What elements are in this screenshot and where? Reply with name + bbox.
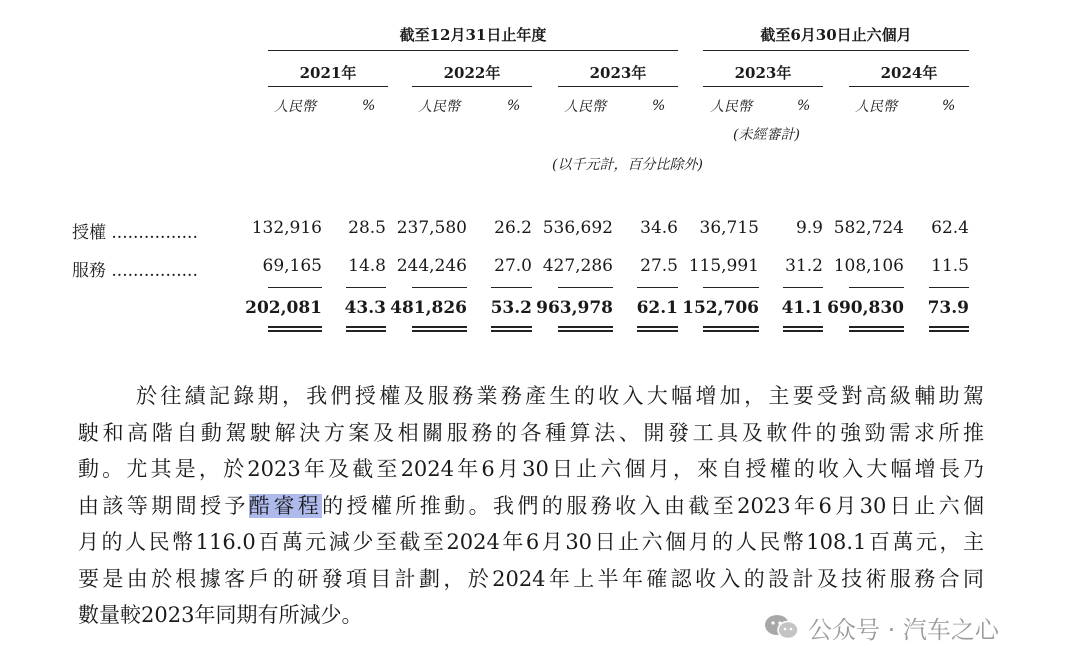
- para-line: 要是由於根據客戶的研發項目計劃，於2024年上半年確認收入的設計及技術服務合同: [78, 566, 984, 591]
- total-cell: 73.9: [927, 298, 969, 318]
- table-cell: 36,715: [699, 218, 759, 238]
- watermark: [764, 612, 999, 642]
- table-cell: 69,165: [262, 256, 322, 276]
- total-double-rule: [268, 326, 322, 332]
- table-cell: 31.2: [785, 256, 823, 276]
- watermark-text: 公众号 · 汽车之心: [808, 615, 999, 644]
- total-cell: 152,706: [682, 298, 759, 318]
- year-rule-2021: [268, 86, 388, 87]
- table-cell: 132,916: [251, 218, 322, 238]
- para-text: 的授權所推動。我們的服務收入由截至2023年6月30日止六個: [322, 493, 985, 518]
- para-line: 月的人民幣116.0百萬元減少至截至2024年6月30日止六個月的人民幣108.1百萬元，主: [78, 530, 984, 554]
- year-label-2024-h1: 2024年: [880, 64, 938, 82]
- table-cell: 62.4: [931, 218, 969, 238]
- total-double-rule: [637, 326, 678, 332]
- total-double-rule: [491, 326, 532, 332]
- table-cell: 536,692: [542, 218, 613, 238]
- subtotal-rule: [783, 287, 823, 288]
- table-cell: 244,246: [396, 256, 467, 276]
- para-line: [78, 488, 984, 525]
- body-paragraph: [78, 378, 984, 634]
- para-line: 於往績記錄期，我們授權及服務業務產生的收入大幅增加，主要受對高級輔助駕: [136, 384, 984, 408]
- unit-rmb-2021: 人民幣: [274, 99, 316, 115]
- table-cell: 11.5: [931, 256, 969, 276]
- total-cell: 963,978: [536, 298, 613, 318]
- unit-rmb-2024-h1: 人民幣: [855, 99, 897, 115]
- table-cell: 28.5: [348, 218, 386, 238]
- para-line: 動。尤其是，於2023年及截至2024年6月30日止六個月，來自授權的收入大幅增長乃: [78, 457, 984, 481]
- subtotal-rule: [412, 287, 467, 288]
- subtotal-rule: [491, 287, 532, 288]
- total-double-rule: [849, 326, 904, 332]
- table-cell: 26.2: [494, 218, 532, 238]
- total-cell: 690,830: [827, 298, 904, 318]
- subtotal-rule: [637, 287, 678, 288]
- total-double-rule: [346, 326, 386, 332]
- total-cell: 62.1: [636, 298, 678, 318]
- subtotal-rule: [849, 287, 904, 288]
- table-cell: 27.0: [494, 256, 532, 276]
- unit-pct-2024-h1: %: [942, 98, 956, 114]
- year-label-2022: 2022年: [443, 64, 501, 82]
- unit-pct-2023: %: [652, 98, 666, 114]
- table-cell: 237,580: [396, 218, 467, 238]
- year-rule-2023-h1: [703, 86, 823, 87]
- total-cell: 41.1: [781, 298, 823, 318]
- year-rule-2022: [412, 86, 532, 87]
- units-note: (以千元計，百分比除外): [552, 157, 703, 173]
- subtotal-rule: [929, 287, 969, 288]
- row-label: 服務 ................: [72, 261, 198, 281]
- year-rule-2023: [558, 86, 678, 87]
- unit-pct-2023-h1: %: [797, 98, 811, 114]
- subtotal-rule: [703, 287, 759, 288]
- row-label: 授權 ................: [72, 223, 198, 243]
- wechat-icon: [764, 613, 800, 641]
- table-cell: 14.8: [348, 256, 386, 276]
- total-cell: 53.2: [490, 298, 532, 318]
- para-text: 由該等期間授予: [78, 493, 249, 518]
- total-double-rule: [703, 326, 759, 332]
- subtotal-rule: [558, 287, 613, 288]
- total-cell: 481,826: [390, 298, 467, 318]
- highlighted-text[interactable]: 酷睿程: [248, 493, 323, 518]
- para-line: 駛和高階自動駕駛解決方案及相關服務的各種算法、開發工具及軟件的強勁需求所推: [78, 420, 984, 445]
- table-cell: 427,286: [542, 256, 613, 276]
- subtotal-rule: [346, 287, 386, 288]
- subtotal-rule: [268, 287, 322, 288]
- table-cell: 9.9: [795, 218, 823, 238]
- table-cell: 34.6: [640, 218, 678, 238]
- total-double-rule: [783, 326, 823, 332]
- unit-pct-2021: %: [362, 98, 376, 114]
- year-label-2021: 2021年: [299, 64, 357, 82]
- unit-rmb-2023-h1: 人民幣: [710, 99, 752, 115]
- para-line: 數量較2023年同期有所減少。: [78, 603, 363, 627]
- total-double-rule: [929, 326, 969, 332]
- total-double-rule: [558, 326, 613, 332]
- total-cell: 43.3: [344, 298, 386, 318]
- unit-pct-2022: %: [507, 98, 521, 114]
- group-label-six-months: 截至6月30日止六個月: [760, 26, 912, 44]
- year-rule-2024-h1: [849, 86, 969, 87]
- table-cell: 115,991: [688, 256, 759, 276]
- unaudited-label: (未經審計): [733, 127, 800, 143]
- total-cell: 202,081: [245, 298, 322, 318]
- group-label-fiscal-year: 截至12月31日止年度: [399, 26, 547, 44]
- year-label-2023: 2023年: [589, 64, 647, 82]
- table-cell: 108,106: [833, 256, 904, 276]
- unit-rmb-2022: 人民幣: [418, 99, 460, 115]
- table-cell: 582,724: [833, 218, 904, 238]
- group-rule-fiscal-year: [268, 50, 678, 51]
- total-double-rule: [412, 326, 467, 332]
- year-label-2023-h1: 2023年: [734, 64, 792, 82]
- group-rule-six-months: [703, 50, 969, 51]
- table-cell: 27.5: [640, 256, 678, 276]
- unit-rmb-2023: 人民幣: [564, 99, 606, 115]
